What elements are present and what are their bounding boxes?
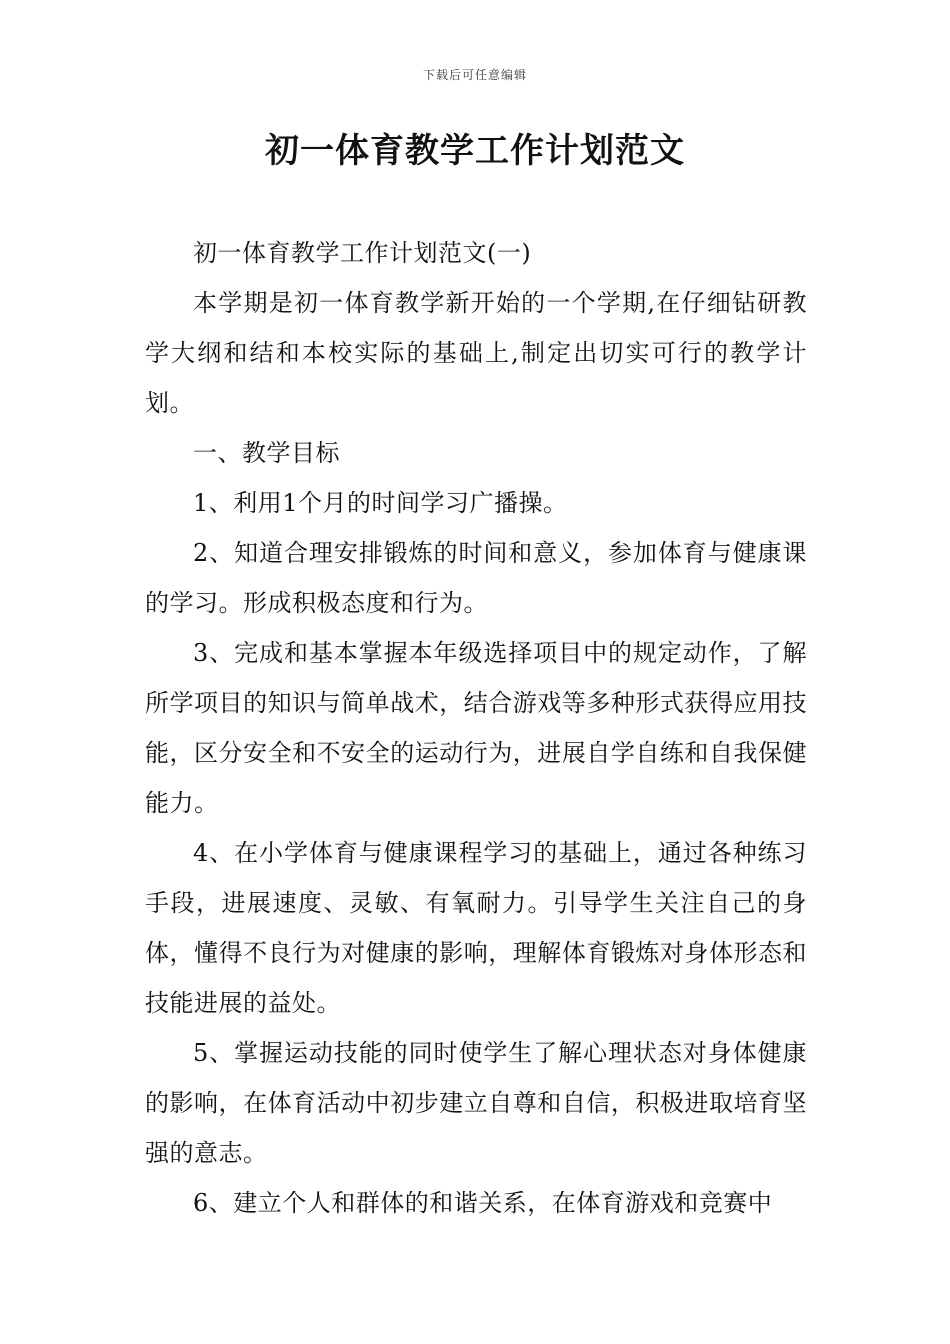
document-title: 初一体育教学工作计划范文 [265,131,685,171]
goal-item-3: 3、完成和基本掌握本年级选择项目中的规定动作，了解所学项目的知识与简单战术，结合游戏等多种形式获得应用技能，区分安全和不安全的运动行为，进展自学自练和自我保健能力。 [145,639,807,817]
subheading-teaching-goals: 一、教学目标 [193,439,340,467]
document-body [145,228,807,1228]
paragraph-intro: 本学期是初一体育教学新开始的一个学期,在仔细钻研教学大纲和结和本校实际的基础上,制定出切实可行的教学计划。 [145,289,807,417]
goal-item-6: 6、建立个人和群体的和谐关系，在体育游戏和竞赛中 [193,1189,773,1217]
goal-item-4: 4、在小学体育与健康课程学习的基础上，通过各种练习手段，进展速度、灵敏、有氧耐力。引导学生关注自己的身体，懂得不良行为对健康的影响，理解体育锻炼对身体形态和技能进展的益处。 [145,839,807,1017]
goal-item-5: 5、掌握运动技能的同时使学生了解心理状态对身体健康的影响，在体育活动中初步建立自尊和自信，积极进取培育坚强的意志。 [145,1039,807,1167]
section-heading: 初一体育教学工作计划范文(一) [193,239,532,267]
page-header-note: 下载后可任意编辑 [422,68,527,82]
goal-item-2: 2、知道合理安排锻炼的时间和意义，参加体育与健康课的学习。形成积极态度和行为。 [145,539,807,617]
goal-item-1: 1、利用1个月的时间学习广播操。 [193,489,568,517]
